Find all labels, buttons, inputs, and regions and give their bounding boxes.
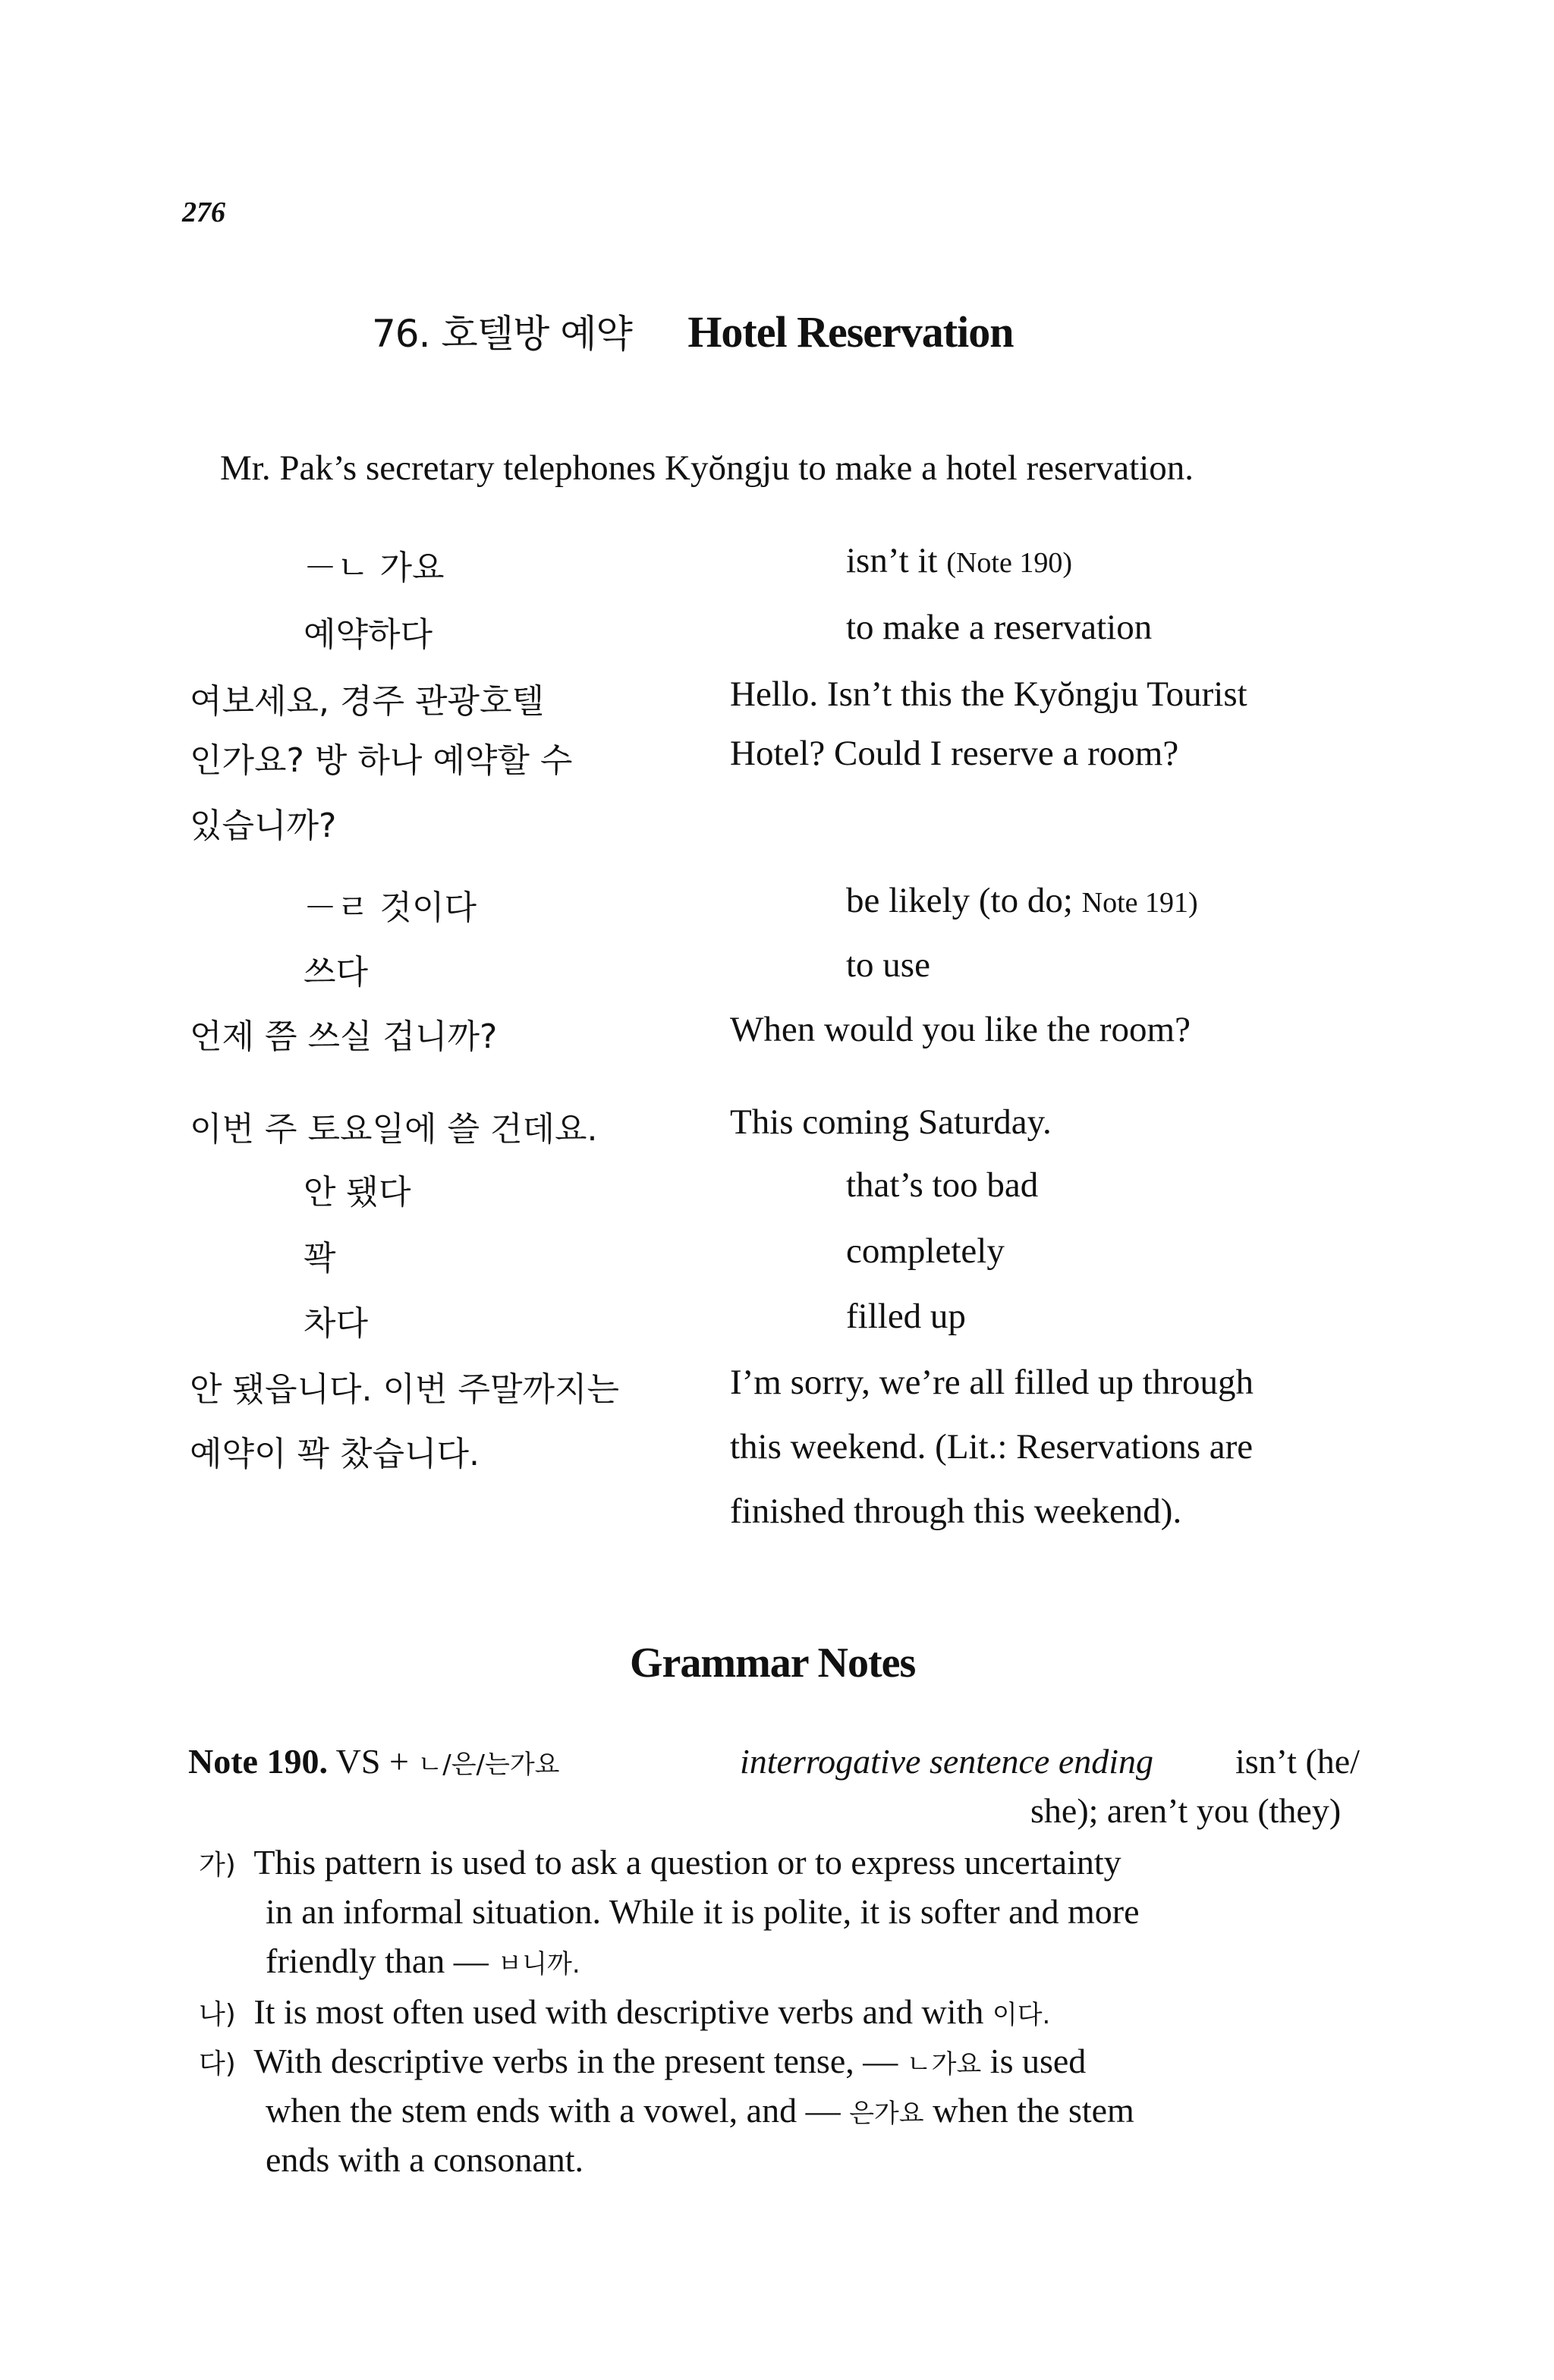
vocab-korean: －ㄹ 것이다: [304, 888, 477, 927]
lesson-title: [372, 303, 1013, 358]
vocab-korean: 쓰다: [304, 953, 369, 992]
item-text: [266, 1941, 580, 1981]
vocab-english-text: isn’t it: [846, 541, 938, 580]
vocab-english: [846, 540, 1072, 581]
vocab-korean: 차다: [304, 1304, 369, 1343]
dialogue-english: I’m sorry, we’re all filled up through: [730, 1363, 1254, 1402]
lesson-title-korean: 76. 호텔방 예약: [372, 312, 632, 356]
item-korean: ㄴ가요: [906, 2049, 982, 2080]
item-text-part: friendly than —: [266, 1941, 489, 1980]
vocab-english-text: be likely (to do;: [846, 881, 1073, 920]
note-gloss: she); aren’t you (they): [1030, 1791, 1342, 1830]
item-text: is used: [989, 2042, 1087, 2080]
dialogue-korean: 있습니까?: [190, 806, 337, 845]
vocab-korean: －ㄴ 가요: [304, 549, 445, 587]
dialogue-korean: 여보세요, 경주 관광호텔: [190, 682, 544, 721]
vocab-korean: 예약하다: [304, 615, 433, 654]
vocab-english: filled up: [846, 1297, 966, 1336]
dialogue-english: Hello. Isn’t this the Kyŏngju Tourist: [730, 674, 1247, 714]
dialogue-korean: 안 됐읍니다. 이번 주말까지는: [190, 1370, 619, 1409]
note-ref: Note 191): [1081, 887, 1198, 919]
vocab-english: [846, 880, 1198, 921]
item-label: 가): [199, 1850, 236, 1881]
dialogue-english: This coming Saturday.: [730, 1102, 1052, 1142]
item-text-part: when the stem: [933, 2091, 1134, 2130]
item-korean: ㅂ니까.: [497, 1949, 580, 1979]
item-text-part: when the stem ends with a vowel, and —: [266, 2091, 841, 2130]
item-text: It is most often used with descriptive verbs and with: [253, 1992, 984, 2031]
note-190-header: [188, 1741, 560, 1781]
note-formula: VS +: [335, 1742, 409, 1781]
page-number: 276: [182, 196, 225, 228]
dialogue-english: this weekend. (Lit.: Reservations are: [730, 1427, 1254, 1467]
vocab-korean: 안 됐다: [304, 1173, 411, 1212]
dialogue-korean: 인가요? 방 하나 예약할 수: [190, 741, 573, 780]
note-formula-korean: ㄴ/은/는가요: [417, 1750, 560, 1780]
dialogue-korean: 이번 주 토요일에 쓸 건데요.: [190, 1110, 598, 1149]
intro-text: Mr. Pak’s secretary telephones Kyŏngju to make a hotel reservation.: [220, 448, 1194, 488]
dialogue-korean: 예약이 꽉 찼습니다.: [190, 1435, 480, 1473]
item-text: With descriptive verbs in the present tense, —: [253, 2042, 898, 2080]
item-label: 다): [199, 2048, 236, 2080]
dialogue-english: finished through this weekend).: [730, 1492, 1182, 1531]
note-ref: (Note 190): [946, 547, 1073, 579]
vocab-english: to make a reservation: [846, 608, 1153, 647]
vocab-english: to use: [846, 945, 930, 985]
dialogue-korean: 언제 쯤 쓰실 겁니까?: [190, 1017, 498, 1056]
lesson-title-english: Hotel Reservation: [687, 307, 1014, 357]
vocab-english: completely: [846, 1231, 1005, 1271]
dialogue-english: Hotel? Could I reserve a room?: [730, 734, 1179, 773]
item-label: 나): [199, 1999, 236, 2030]
note-item: [199, 1992, 1050, 2032]
vocab-korean: 꽉: [304, 1239, 336, 1278]
note-item: [199, 2041, 1086, 2081]
item-text: This pattern is used to ask a question or to express uncertainty: [253, 1843, 1121, 1882]
item-text: [266, 2090, 1134, 2130]
note-description: interrogative sentence ending: [740, 1742, 1154, 1781]
item-korean: 이다.: [992, 2000, 1051, 2030]
vocab-english: that’s too bad: [846, 1165, 1039, 1205]
note-label: Note 190.: [188, 1742, 328, 1781]
item-text: in an informal situation. While it is polite, it is softer and more: [266, 1892, 1140, 1931]
item-text: ends with a consonant.: [266, 2140, 584, 2179]
note-gloss: isn’t (he/: [1235, 1742, 1360, 1781]
note-item: [199, 1842, 1121, 1882]
grammar-heading: Grammar Notes: [630, 1640, 916, 1687]
item-korean: 은가요: [849, 2099, 924, 2129]
dialogue-english: When would you like the room?: [730, 1010, 1191, 1049]
